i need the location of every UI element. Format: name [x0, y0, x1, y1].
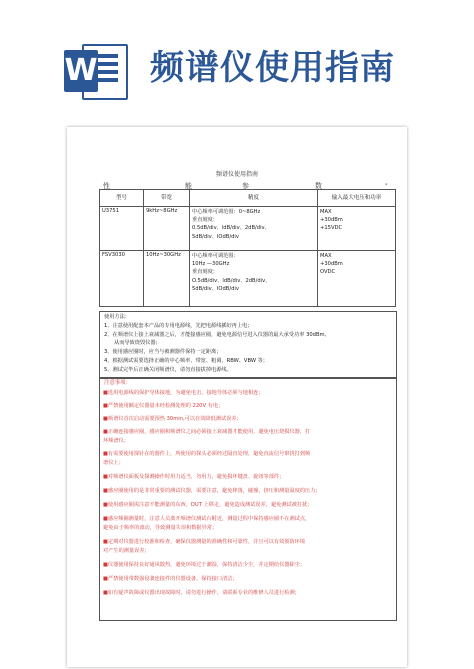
table-row	[100, 207, 396, 251]
warning-line: ■严禁使用带数强侵袭连接件的仪器设备，保持接口清洁；	[103, 576, 238, 582]
usage-line: 3、使用感应圈时，应当与被测器件保持一定距离；	[104, 349, 222, 355]
cell-max-input	[318, 207, 396, 251]
max-input-line: MAX	[320, 209, 332, 215]
usage-line: 4、根据测试需要选择正确的中心频率、带宽、粗调、RBW、VBW 等；	[104, 358, 268, 364]
header-precision: 精度	[190, 190, 318, 207]
precision-line: 垂直刻度：	[192, 217, 218, 224]
warnings-title: 注意事项：	[104, 380, 131, 386]
warning-line: ■如有疑声故障或仪器出现故障时，请勿进行操作，请联系专业的维修人员进行检测；	[103, 590, 300, 596]
precision-line: 中心频率可调范围：0~8GHz	[192, 209, 261, 215]
warning-line: ■严禁使用额定仪器量未经检测处理的 220V 有电；	[103, 403, 224, 409]
usage-section	[99, 311, 397, 379]
precision-line: 中心频率可调范围：	[192, 253, 239, 259]
header-char-2: 能	[185, 182, 192, 190]
header-char-1: 性	[103, 182, 110, 190]
precision-line: 垂直刻度：	[192, 269, 218, 276]
warning-line: 谱仪上；	[103, 460, 124, 466]
max-input-line: +30dBm	[320, 261, 343, 268]
cell-bandwidth: 9kHz~8GHz	[144, 207, 190, 251]
usage-line: 5、测试完毕后正确关闭频谱仪，请勿直接拔掉电源线。	[104, 367, 232, 373]
word-document-icon	[64, 40, 126, 100]
document-page	[67, 127, 407, 667]
warning-line: ■感应圈使用的是非常重要的测试仪器，需要注意，避免摔落，碰撞、挤压和测量温度的压力；	[103, 488, 321, 494]
warning-line: ■感应频圈测量时，注意人员离开频谱仪测试台附近，测量过程中保持感应圈不在测试点，	[103, 516, 311, 522]
cell-precision	[190, 207, 318, 251]
precision-line: 5dB/div、IOdB/div	[192, 285, 239, 292]
max-input-line: +15VDC	[320, 225, 343, 232]
usage-line: 2、在频谱仪上接上衰减器之后，才能接感应圈，避免电源信号进入仪器的最大承受功率 30dBm,	[104, 332, 327, 338]
warning-line: 对产生的测量误差；	[103, 548, 150, 554]
precision-line: 10Hz —30GHz	[192, 261, 230, 268]
max-input-line: MAX	[320, 253, 332, 259]
warning-line: ■对频谱仪面板及探测操作时用力适当，勿用力，避免损坏键盘、旋钮等部件；	[103, 474, 285, 480]
warning-line: ■使用感应圈需注意不能测量的东西，DUT 上移走，避免造成测试误差，避免测试被打扰；	[103, 502, 313, 508]
cell-bandwidth: 10Hz~30GHz	[144, 251, 190, 307]
usage-line: 1、注意使用配套本产品的专用电源线，先把电源线插好再上电；	[104, 323, 253, 329]
header-bandwidth: 带宽	[144, 190, 190, 207]
warning-line: ■有需要使用探针在的器件上，所使用的探头必须经过隔直处理，避免直流信号窜扰打到频	[103, 451, 311, 457]
document-title: 频谱仪使用指南	[215, 171, 258, 178]
precision-line: O.5dB/div、ldB/div、2dB/div、	[192, 277, 271, 284]
warning-line: 坏频谱仪；	[103, 438, 129, 444]
warning-line: ■仪器使用保持良好通风散热，避免环境过于潮湿，保持清洁少尘，并定期给仪器除尘；	[103, 562, 306, 568]
header-max-input: 输入最大电压和功率	[318, 190, 396, 207]
warning-line: ■频谱仪首次启动需要预热 30min,可以有效降低测试误差；	[103, 416, 242, 422]
usage-line: 从而导致烧毁仪器；	[114, 340, 161, 346]
word-logo-letter: W	[64, 53, 98, 88]
warning-line: ■正确连接感应圈，感应圈和频谱仪之间必须接上衰减器才能使用，避免电压烧损仪器，打	[103, 429, 311, 435]
cell-model: U3751	[100, 207, 144, 251]
warning-line: 避免由于频率的波动，导致测量失误和数据异常；	[103, 525, 218, 531]
banner-title: 频谱仪使用指南	[150, 48, 395, 88]
precision-line: 0.5dB/div、ldB/div、2dB/div、	[192, 225, 270, 232]
table-row	[100, 251, 396, 307]
header-char-4: 数	[315, 182, 322, 190]
warning-line: ■选用电源线的保护导体接地，为避免电击，接地导体必须与地相连；	[103, 390, 264, 396]
cell-precision	[190, 251, 318, 307]
precision-line: 5dB/div、IOdB/div	[192, 233, 239, 240]
warnings-section	[99, 377, 397, 621]
word-logo-tile	[64, 50, 98, 92]
cell-max-input	[318, 251, 396, 307]
usage-title: 使用方法：	[104, 314, 130, 320]
max-input-line: +30dBm	[320, 217, 343, 224]
document-banner	[0, 0, 474, 118]
max-input-line: OVDC	[320, 269, 336, 276]
warning-line: ■定期对仪器进行校准和检查，确保仪器测量的准确性和可靠性，并且可以有效预防环境	[103, 539, 306, 545]
header-model: 型号	[100, 190, 144, 207]
spec-table	[99, 189, 396, 307]
header-char-3: 参	[242, 182, 249, 190]
spec-table-header	[100, 190, 396, 207]
cell-model: FSV3030	[100, 251, 144, 307]
corner-mark: *	[385, 183, 388, 189]
